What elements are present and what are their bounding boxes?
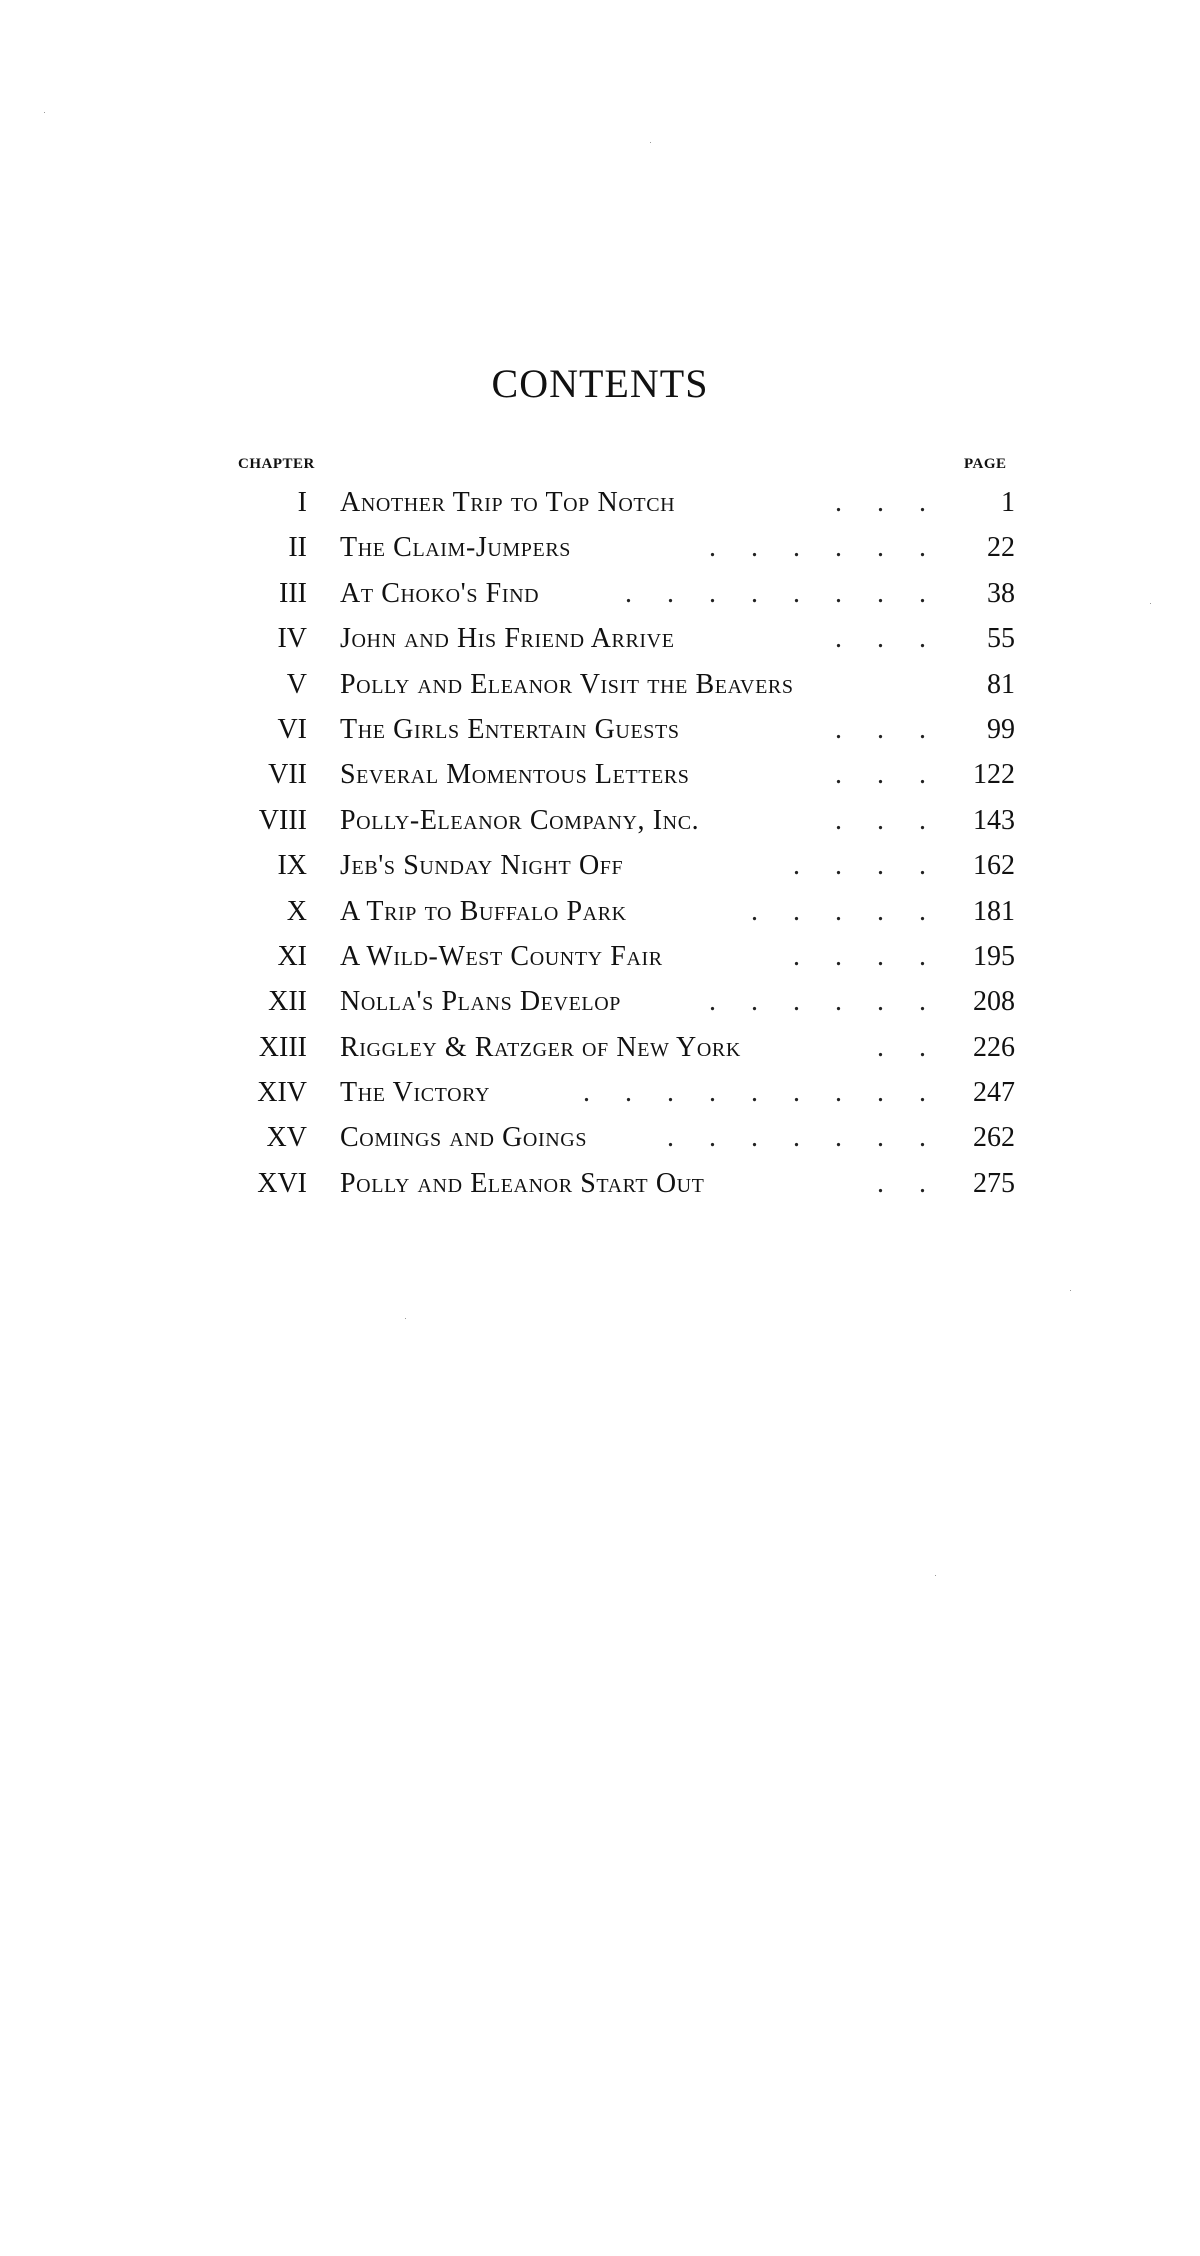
page-number: 208 [973, 986, 1015, 1018]
dot-leader: . . . . [793, 850, 940, 882]
toc-row [225, 525, 1025, 570]
page-number: 247 [973, 1077, 1015, 1109]
chapter-title: Another Trip to Top Notch [340, 487, 676, 518]
scan-speck [650, 142, 651, 143]
chapter-title: Riggley & Ratzger of New York [340, 1031, 741, 1063]
page-number: 38 [987, 577, 1015, 609]
page-title: CONTENTS [491, 361, 709, 406]
dot-leader: . . [877, 1031, 940, 1063]
dot-leader: . . . [835, 713, 940, 745]
dot-leader: . . . [835, 759, 940, 791]
chapter-title: The Girls Entertain Guests [340, 713, 680, 745]
page-number: 1 [1001, 487, 1015, 518]
scan-speck [935, 1575, 936, 1576]
chapter-number: I [297, 487, 307, 518]
chapter-number: VI [277, 713, 307, 745]
toc-row [225, 798, 1025, 843]
page-number: 99 [987, 713, 1015, 745]
chapter-number: XIII [258, 1031, 307, 1063]
chapter-title: John and His Friend Arrive [340, 623, 675, 655]
chapter-title: Polly-Eleanor Company, Inc. [340, 804, 700, 836]
chapter-title: Comings and Goings [340, 1122, 588, 1154]
toc-row [225, 752, 1025, 797]
page-number: 81 [987, 668, 1015, 700]
toc-row [225, 571, 1025, 616]
dot-leader: . . . . . . . [667, 1122, 940, 1154]
toc-row [225, 843, 1025, 888]
toc-row [225, 1115, 1025, 1160]
chapter-title: A Trip to Buffalo Park [340, 895, 627, 927]
toc-row [225, 934, 1025, 979]
toc-row [225, 662, 1025, 707]
chapter-number: VII [268, 759, 307, 791]
scan-speck [1150, 603, 1151, 604]
toc-row [225, 1161, 1025, 1206]
page-number: 162 [973, 850, 1015, 882]
chapter-column-label: CHAPTER [238, 456, 315, 472]
chapter-number: II [288, 532, 307, 564]
chapter-title: Jeb's Sunday Night Off [340, 850, 624, 882]
chapter-number: XII [268, 986, 307, 1018]
page-number: 181 [973, 895, 1015, 927]
scan-speck [1070, 1290, 1071, 1291]
chapter-title: A Wild-West County Fair [340, 940, 663, 972]
page-number: 275 [973, 1167, 1015, 1199]
chapter-number: IV [277, 623, 307, 655]
toc-row [225, 707, 1025, 752]
page-number: 226 [973, 1031, 1015, 1063]
dot-leader: . . . . . [751, 895, 940, 927]
toc-row [225, 1070, 1025, 1115]
chapter-title: Nolla's Plans Develop [340, 986, 621, 1018]
dot-leader: . . [877, 1167, 940, 1199]
chapter-number: XI [277, 940, 307, 972]
chapter-title: Several Momentous Letters [340, 759, 690, 791]
dot-leader: . . . . . . . . [625, 577, 940, 609]
chapter-number: XVI [257, 1167, 307, 1199]
chapter-number: XIV [257, 1077, 307, 1109]
table-of-contents [225, 480, 1025, 1206]
page-number: 195 [973, 940, 1015, 972]
dot-leader: . . . [835, 804, 940, 836]
dot-leader: . . . [835, 623, 940, 655]
scan-speck [405, 1318, 406, 1319]
dot-leader: . . . . . . . . . [583, 1077, 940, 1109]
dot-leader: . . . [835, 487, 940, 518]
chapter-title: The Victory [340, 1077, 491, 1109]
page-number: 262 [973, 1122, 1015, 1154]
toc-row [225, 979, 1025, 1024]
page-number: 122 [973, 759, 1015, 791]
toc-row [225, 1025, 1025, 1070]
dot-leader: . . . . . . [709, 532, 940, 564]
dot-leader: . . . . [793, 940, 940, 972]
toc-row [225, 480, 1025, 525]
chapter-title: Polly and Eleanor Visit the Beavers [340, 668, 794, 700]
chapter-number: III [279, 577, 307, 609]
page-column-label: PAGE [964, 456, 1007, 472]
chapter-number: IX [277, 850, 307, 882]
chapter-number: V [286, 668, 307, 700]
page-number: 143 [973, 804, 1015, 836]
scan-speck [44, 112, 45, 113]
chapter-number: XV [266, 1122, 307, 1154]
toc-row [225, 889, 1025, 934]
chapter-number: VIII [258, 804, 307, 836]
page-number: 22 [987, 532, 1015, 564]
chapter-title: At Choko's Find [340, 577, 540, 609]
chapter-number: X [286, 895, 307, 927]
toc-row [225, 616, 1025, 661]
dot-leader: . . . . . . [709, 986, 940, 1018]
page-number: 55 [987, 623, 1015, 655]
chapter-title: Polly and Eleanor Start Out [340, 1167, 705, 1199]
chapter-title: The Claim-Jumpers [340, 532, 571, 564]
